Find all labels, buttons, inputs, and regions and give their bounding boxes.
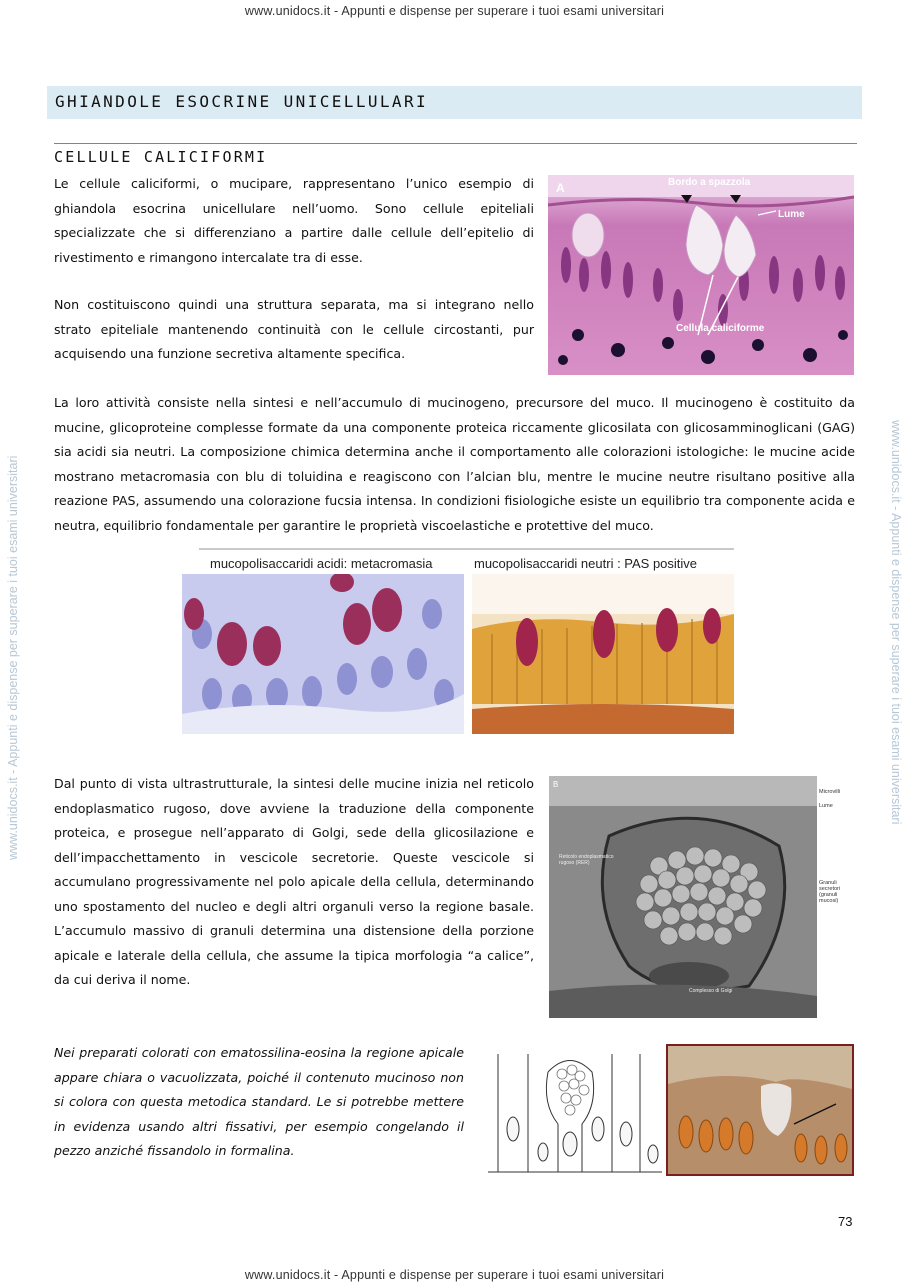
section-banner — [47, 86, 862, 119]
fig3-label-golgi: Complesso di Golgi — [689, 988, 733, 994]
fig2-top-line — [199, 548, 734, 550]
fig3-label-lumen: Lume — [819, 803, 833, 809]
watermark-right: www.unidocs.it - Appunti e dispense per superare i tuoi esami universitari — [889, 420, 903, 825]
watermark-left: www.unidocs.it - Appunti e dispense per superare i tuoi esami universitari — [6, 455, 20, 860]
subsection-rule — [54, 143, 857, 144]
figure-he-goblet-cells — [548, 175, 854, 375]
p2-text: Non costituiscono quindi una struttura separata, ma si integrano nello strato epiteliale mantenendo continuità con le cellule circostanti, pur acquisendo una funzione secretiva altamente specifica. — [54, 297, 534, 361]
figure-em-goblet-cell — [549, 776, 857, 1018]
fig3-label-granules: Granuli secretori (granuli mucosi) — [819, 880, 841, 904]
toluidine-micrograph — [182, 574, 464, 734]
p3-text: La loro attività consiste nella sintesi e nell’accumulo di mucinogeno, precursore del muco. Il mucinogeno è costituito da mucine, glicoproteine complesse formate da una componente proteica riccamente glicosilata con glicosamminoglicani (GAG) sia acidi sia neutri. La composizione chimica determina anche il comportamento alle colorazioni istologiche: le mucine acide mostrano metacromasia con blu di toluidina e reagiscono con l’alcian blu, mentre le mucine neutre risultano positive alla reazione PAS, assumendo una colorazione fucsia intensa. In condizioni fisiologiche esiste un equilibrio tra componente acida e neutra, equilibrio fondamentale per garantire le proprietà viscoelastiche e protettive del muco. — [54, 395, 855, 533]
watermark-bottom: www.unidocs.it - Appunti e dispense per superare i tuoi esami universitari — [244, 1268, 665, 1282]
pas-micrograph — [472, 574, 734, 734]
fig1-label-goblet-cell: Cellula caliciforme — [676, 323, 765, 334]
paragraph-2 — [54, 293, 534, 367]
figure-mucin-stains — [182, 548, 734, 734]
paragraph-1 — [54, 172, 534, 270]
fig3-label-microvilli: Microvilli — [819, 789, 841, 795]
p5-text: Nei preparati colorati con ematossilina-eosina la regione apicale appare chiara o vacuolizzata, poiché il contenuto mucinoso non si colora con questa metodica standard. Le si potrebbe mettere in evidenza usando altri fissativi, per esempio congelando il pezzo anziché fissandolo in formalina. — [54, 1045, 464, 1158]
subsection-title: CELLULE CALICIFORMI — [54, 148, 268, 166]
fig3-label-rer: Reticolo endoplasmatico rugoso (RER) — [559, 854, 614, 866]
section-title: GHIANDOLE ESOCRINE UNICELLULARI — [55, 92, 429, 111]
fig2-caption-left: mucopolisaccaridi acidi: metacromasia — [210, 556, 433, 571]
paragraph-5 — [54, 1041, 464, 1164]
fig2-caption-right: mucopolisaccaridi neutri : PAS positive — [474, 556, 698, 571]
fig1-label-lumen: Lume — [778, 209, 805, 220]
p1-text: Le cellule caliciformi, o mucipare, rappresentano l’unico esempio di ghiandola esocrina unicellulare nell’uomo. Sono cellule epiteliali specializzate che si differenziano a partire dalle cellule dell’epitelio di rivestimento e rimangono intercalate tra di esse. — [54, 176, 534, 265]
he-micrograph — [548, 175, 854, 375]
page-number: 73 — [838, 1214, 853, 1229]
goblet-cell-photo — [666, 1044, 854, 1176]
fig3-panel-letter: B — [553, 780, 559, 789]
fig1-label-brush-border: Bordo a spazzola — [668, 177, 751, 188]
fig1-panel-letter: A — [556, 181, 565, 195]
figure-goblet-drawing-photo — [478, 1044, 854, 1176]
paragraph-3 — [54, 391, 855, 538]
watermark-top: www.unidocs.it - Appunti e dispense per superare i tuoi esami universitari — [244, 4, 665, 18]
goblet-cell-drawing — [478, 1044, 662, 1176]
em-micrograph — [549, 776, 817, 1018]
p4-text: Dal punto di vista ultrastrutturale, la sintesi delle mucine inizia nel reticolo endoplasmatico rugoso, dove avviene la traduzione della componente proteica, e prosegue nell’apparato di Golgi, sede della glicosilazione e dell’impacchettamento in vescicole secretorie. Queste vescicole si accumulano progressivamente nel polo apicale della cellula, determinando uno spostamento del nucleo e degli altri organuli verso la regione basale. L’accumulo massivo di granuli determina una distensione della porzione apicale e laterale della cellula, che assume la tipica morfologia “a calice”, da cui deriva il nome. — [54, 776, 534, 987]
paragraph-4 — [54, 772, 534, 993]
